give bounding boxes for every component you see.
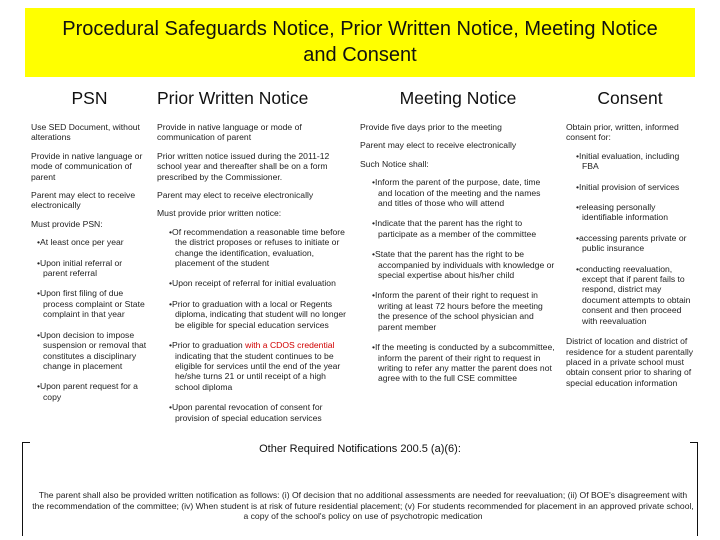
psn-header: PSN: [71, 88, 108, 108]
psn-text-1: Use SED Document, without alterations: [31, 122, 140, 143]
consent-bullet: • accessing parents private or public insurance: [572, 233, 694, 254]
consent-column: [566, 88, 694, 396]
pwn-text-2: Prior written notice issued during the 2011-12 school year and thereafter shall be on a form prescribed by the Commissioner.: [157, 150, 330, 182]
psn-text-3: Parent may elect to receive electronically: [31, 190, 136, 211]
psn-bullet: • At least once per year: [33, 237, 148, 247]
meeting-column: [360, 88, 556, 394]
pwn-bullet: [165, 340, 352, 392]
meeting-text-3: Such Notice shall:: [360, 158, 429, 169]
divider-left: [22, 442, 23, 536]
psn-bullet: • Upon decision to impose suspension or removal that constitutes a disciplinary change in placement: [33, 330, 148, 372]
divider-right: [697, 442, 698, 536]
pwn-header: Prior Written Notice: [157, 88, 309, 108]
consent-header: Consent: [597, 88, 663, 108]
psn-bullet: • Upon parent request for a copy: [33, 381, 148, 402]
consent-bullet: • Initial provision of services: [572, 182, 694, 192]
meeting-bullet: • State that the parent has the right to be accompanied by individuals with knowledge or special expertise about his/her child: [368, 249, 556, 280]
pwn-bullet-list: [157, 227, 352, 423]
meeting-text-2: Parent may elect to receive electronically: [360, 140, 517, 151]
pwn-bullet: • Upon parental revocation of consent for provision of special education services: [165, 402, 352, 423]
psn-text-4: Must provide PSN:: [31, 218, 103, 229]
title-banner: [25, 8, 695, 77]
pwn-text-4: Must provide prior written notice:: [157, 208, 282, 219]
consent-bullet: • conducting reevaluation, except that if parent fails to respond, district may document attempts to obtain consent and then proceed with reevaluation: [572, 264, 694, 326]
psn-text-2: Provide in native language or mode of communication of parent: [31, 150, 143, 182]
meeting-bullet: • Inform the parent of the purpose, date, time and location of the meeting and the names and titles of those who will attend: [368, 177, 556, 208]
pwn-bullet: • Upon receipt of referral for initial evaluation: [165, 278, 352, 288]
meeting-header: Meeting Notice: [399, 88, 517, 108]
pwn-bullet: • Prior to graduation with a local or Regents diploma, indicating that student will no longer be eligible for special education services: [165, 299, 352, 330]
cdos-highlight: with a CDOS credential: [245, 340, 335, 351]
psn-bullet: • Upon initial referral or parent referral: [33, 258, 148, 279]
other-notifications-heading: Other Required Notifications 200.5 (a)(6):: [259, 443, 461, 455]
pwn-bullet-text: Prior to graduation: [172, 340, 246, 351]
meeting-bullet-list: [360, 177, 556, 384]
consent-text-2: District of location and district of residence for a student parentally placed in a private school must obtain consent prior to sharing of special education information: [566, 336, 694, 388]
consent-bullet-list: [566, 151, 694, 326]
meeting-bullet: • If the meeting is conducted by a subcommittee, inform the parent of their right to request in writing to refer any matter the parent does not agree with to the full CSE committee: [368, 342, 556, 384]
psn-bullet: • Upon first filing of due process complaint or State complaint in that year: [33, 288, 148, 319]
title-line-1: Procedural Safeguards Notice, Prior Written Notice, Meeting Notice: [62, 18, 658, 40]
meeting-bullet: • Inform the parent of their right to request in writing at least 72 hours before the meeting the presence of the school physician and parent member: [368, 290, 556, 332]
meeting-bullet: • Indicate that the parent has the right to participate as a member of the committee: [368, 218, 556, 239]
psn-column: [31, 88, 148, 412]
other-notifications-body: The parent shall also be provided written notification as follows: (i) Of decision that no additional assessments are needed for reevaluation; (ii) Of BOE's disagreement with the recommendation of the committee; (iv) When student is at risk of future residential placement; (v) For students recommended for placement in an approved private school, a copy of the school's policy on use of psychotropic medication: [32, 490, 694, 521]
consent-bullet: • releasing personally identifiable information: [572, 202, 694, 223]
consent-bullet: • Initial evaluation, including FBA: [572, 151, 694, 172]
pwn-column: [157, 88, 352, 433]
consent-text-1: Obtain prior, written, informed consent for:: [566, 122, 679, 143]
pwn-text-3: Parent may elect to receive electronically: [157, 190, 314, 201]
pwn-bullet: • Of recommendation a reasonable time before the district proposes or refuses to initiate or change the identification, evaluation, placement of the student: [165, 227, 352, 269]
meeting-text-1: Provide five days prior to the meeting: [360, 122, 502, 132]
title-line-2: and Consent: [303, 44, 417, 66]
psn-bullet-list: [31, 237, 148, 402]
pwn-bullet-text: indicating that the student continues to be eligible for services until the end of the year he/she turns 21 or until receipt of a high school diploma: [175, 350, 341, 392]
pwn-text-1: Provide in native language or mode of communication of parent: [157, 122, 302, 143]
